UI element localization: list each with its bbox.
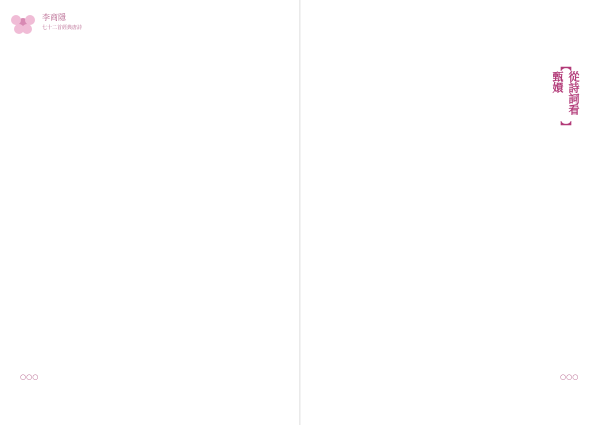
page-number-right: ○○○ [560,373,579,381]
section-title [551,60,580,132]
title-bracket-open: 【 [559,60,572,71]
header-title: 李商隱 [42,13,66,22]
title-bracket-close: 】 [559,121,572,132]
left-page [0,0,299,425]
page-number-left: ○○○ [20,373,39,381]
flower-icon [8,8,38,38]
page-header [6,4,126,44]
header-subtitle: 七十二首經典唐詩 [42,25,83,31]
section-title-text: 從詩詞看甄嬛 [551,71,580,115]
